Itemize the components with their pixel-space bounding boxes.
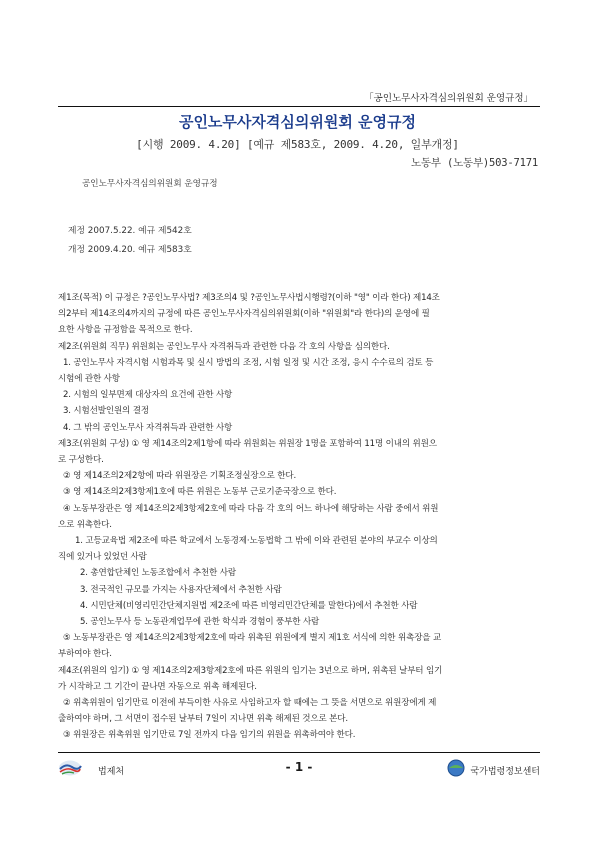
body-line: 1. 공인노무사 자격시험 시험과목 및 실시 방법의 조정, 시험 일정 및 시간 조정, 응시 수수료의 검토 등 <box>63 357 434 368</box>
body-line: 가 시작하고 그 기간이 끝나면 자동으로 위촉 해제된다. <box>58 681 257 692</box>
document-name: 공인노무사자격심의위원회 운영규정 <box>82 179 218 189</box>
footer-rule <box>58 752 540 753</box>
history-line: 개정 2009.4.20. 예규 제583호 <box>68 245 192 255</box>
page-footer <box>58 757 540 781</box>
body-line: 3. 전국적인 규모를 가지는 사용자단체에서 추천한 사람 <box>80 584 282 595</box>
body-line: 제2조(위원회 직무) 위원회는 공인노무사 자격취득과 관련한 다음 각 호의 사항을 심의한다. <box>58 341 390 352</box>
body-line: 직에 있거나 있었던 사람 <box>58 552 147 563</box>
footer-left-label: 법제처 <box>98 766 125 777</box>
body-line: ② 위촉위원이 임기만료 이전에 부득이한 사유로 사임하고자 할 때에는 그 뜻을 서면으로 위원장에게 제 <box>63 698 437 709</box>
body-line: 으로 위촉한다. <box>58 519 112 530</box>
body-line: ⑤ 노동부장관은 영 제14조의2제3항제2호에 따라 위촉된 위원에게 별지 제1호 서식에 의한 위촉장을 교 <box>63 633 442 644</box>
revision-history <box>68 222 192 260</box>
body-line: ③ 영 제14조의2제3항제1호에 따른 위원은 노동부 근로기준국장으로 한다. <box>63 487 337 498</box>
body-line: 로 구성한다. <box>58 455 104 466</box>
enactment-info: [시행 2009. 4.20] [예규 제583호, 2009. 4.20, 일부개정] <box>136 138 459 151</box>
regulation-body <box>58 290 538 744</box>
page-number: - 1 - <box>285 760 313 774</box>
body-line: 1. 고등교육법 제2조에 따른 학교에서 노동경제·노동법학 그 밖에 이와 관련된 분야의 부교수 이상의 <box>75 536 438 547</box>
body-line: 2. 시험의 일부면제 대상자의 요건에 관한 사항 <box>63 390 233 401</box>
header-rule <box>58 106 540 107</box>
body-line: 부하여야 한다. <box>58 649 112 660</box>
body-line: 제1조(목적) 이 규정은 ?공인노무사법? 제3조의4 및 ?공인노무사법시행령?(이하 "영" 이라 한다) 제14조 <box>58 293 440 303</box>
body-line: ② 영 제14조의2제2항에 따라 위원장은 기획조정실장으로 한다. <box>63 471 297 482</box>
body-line: ④ 노동부장관은 영 제14조의2제3항제2호에 따라 다음 각 호의 어느 하나에 해당하는 사람 중에서 위원 <box>63 503 439 514</box>
body-line: 3. 시험선발인원의 결정 <box>63 406 149 417</box>
body-line: 2. 총연합단체인 노동조합에서 추천한 사람 <box>80 568 236 579</box>
body-line: 4. 그 밖의 공인노무사 자격취득과 관련한 사항 <box>63 422 233 433</box>
law-center-logo-icon <box>447 759 465 781</box>
body-line: 요한 사항을 규정함을 목적으로 한다. <box>58 325 193 336</box>
body-line: 의2부터 제14조의4까지의 규정에 따른 공인노무사자격심의위원회(이하 "위원회"라 한다)의 운영에 필 <box>58 309 430 320</box>
body-line: 출하여야 하며, 그 서면이 접수된 날부터 7일이 지나면 위촉 해제된 것으로 본다. <box>58 714 348 725</box>
history-line: 제정 2007.5.22. 예규 제542호 <box>68 226 192 236</box>
document-title: 공인노무사자격심의위원회 운영규정 <box>178 113 417 131</box>
body-line: ③ 위원장은 위촉위원 임기만료 7일 전까지 다음 임기의 위원을 위촉하여야 한다. <box>63 730 356 741</box>
body-line: 제4조(위원의 임기) ① 영 제14조의2제3항제2호에 따른 위원의 임기는 3년으로 하며, 위촉된 날부터 임기 <box>58 665 443 676</box>
ministry-contact: 노동부 (노동부)503-7171 <box>411 157 538 169</box>
body-line: 5. 공인노무사 등 노동관계업무에 관한 학식과 경험이 풍부한 사람 <box>80 617 320 628</box>
body-line: 시험에 관한 사항 <box>58 374 120 385</box>
body-line: 4. 시민단체(비영리민간단체지원법 제2조에 따른 비영리민간단체를 말한다)에서 추천한 사람 <box>80 600 418 611</box>
footer-right-label: 국가법령정보센터 <box>470 766 540 777</box>
running-header: 「공인노무사자격심의위원회 운영규정」 <box>364 93 533 104</box>
body-line: 제3조(위원회 구성) ① 영 제14조의2제1항에 따라 위원회는 위원장 1명을 포함하여 11명 이내의 위원으 <box>58 438 437 449</box>
